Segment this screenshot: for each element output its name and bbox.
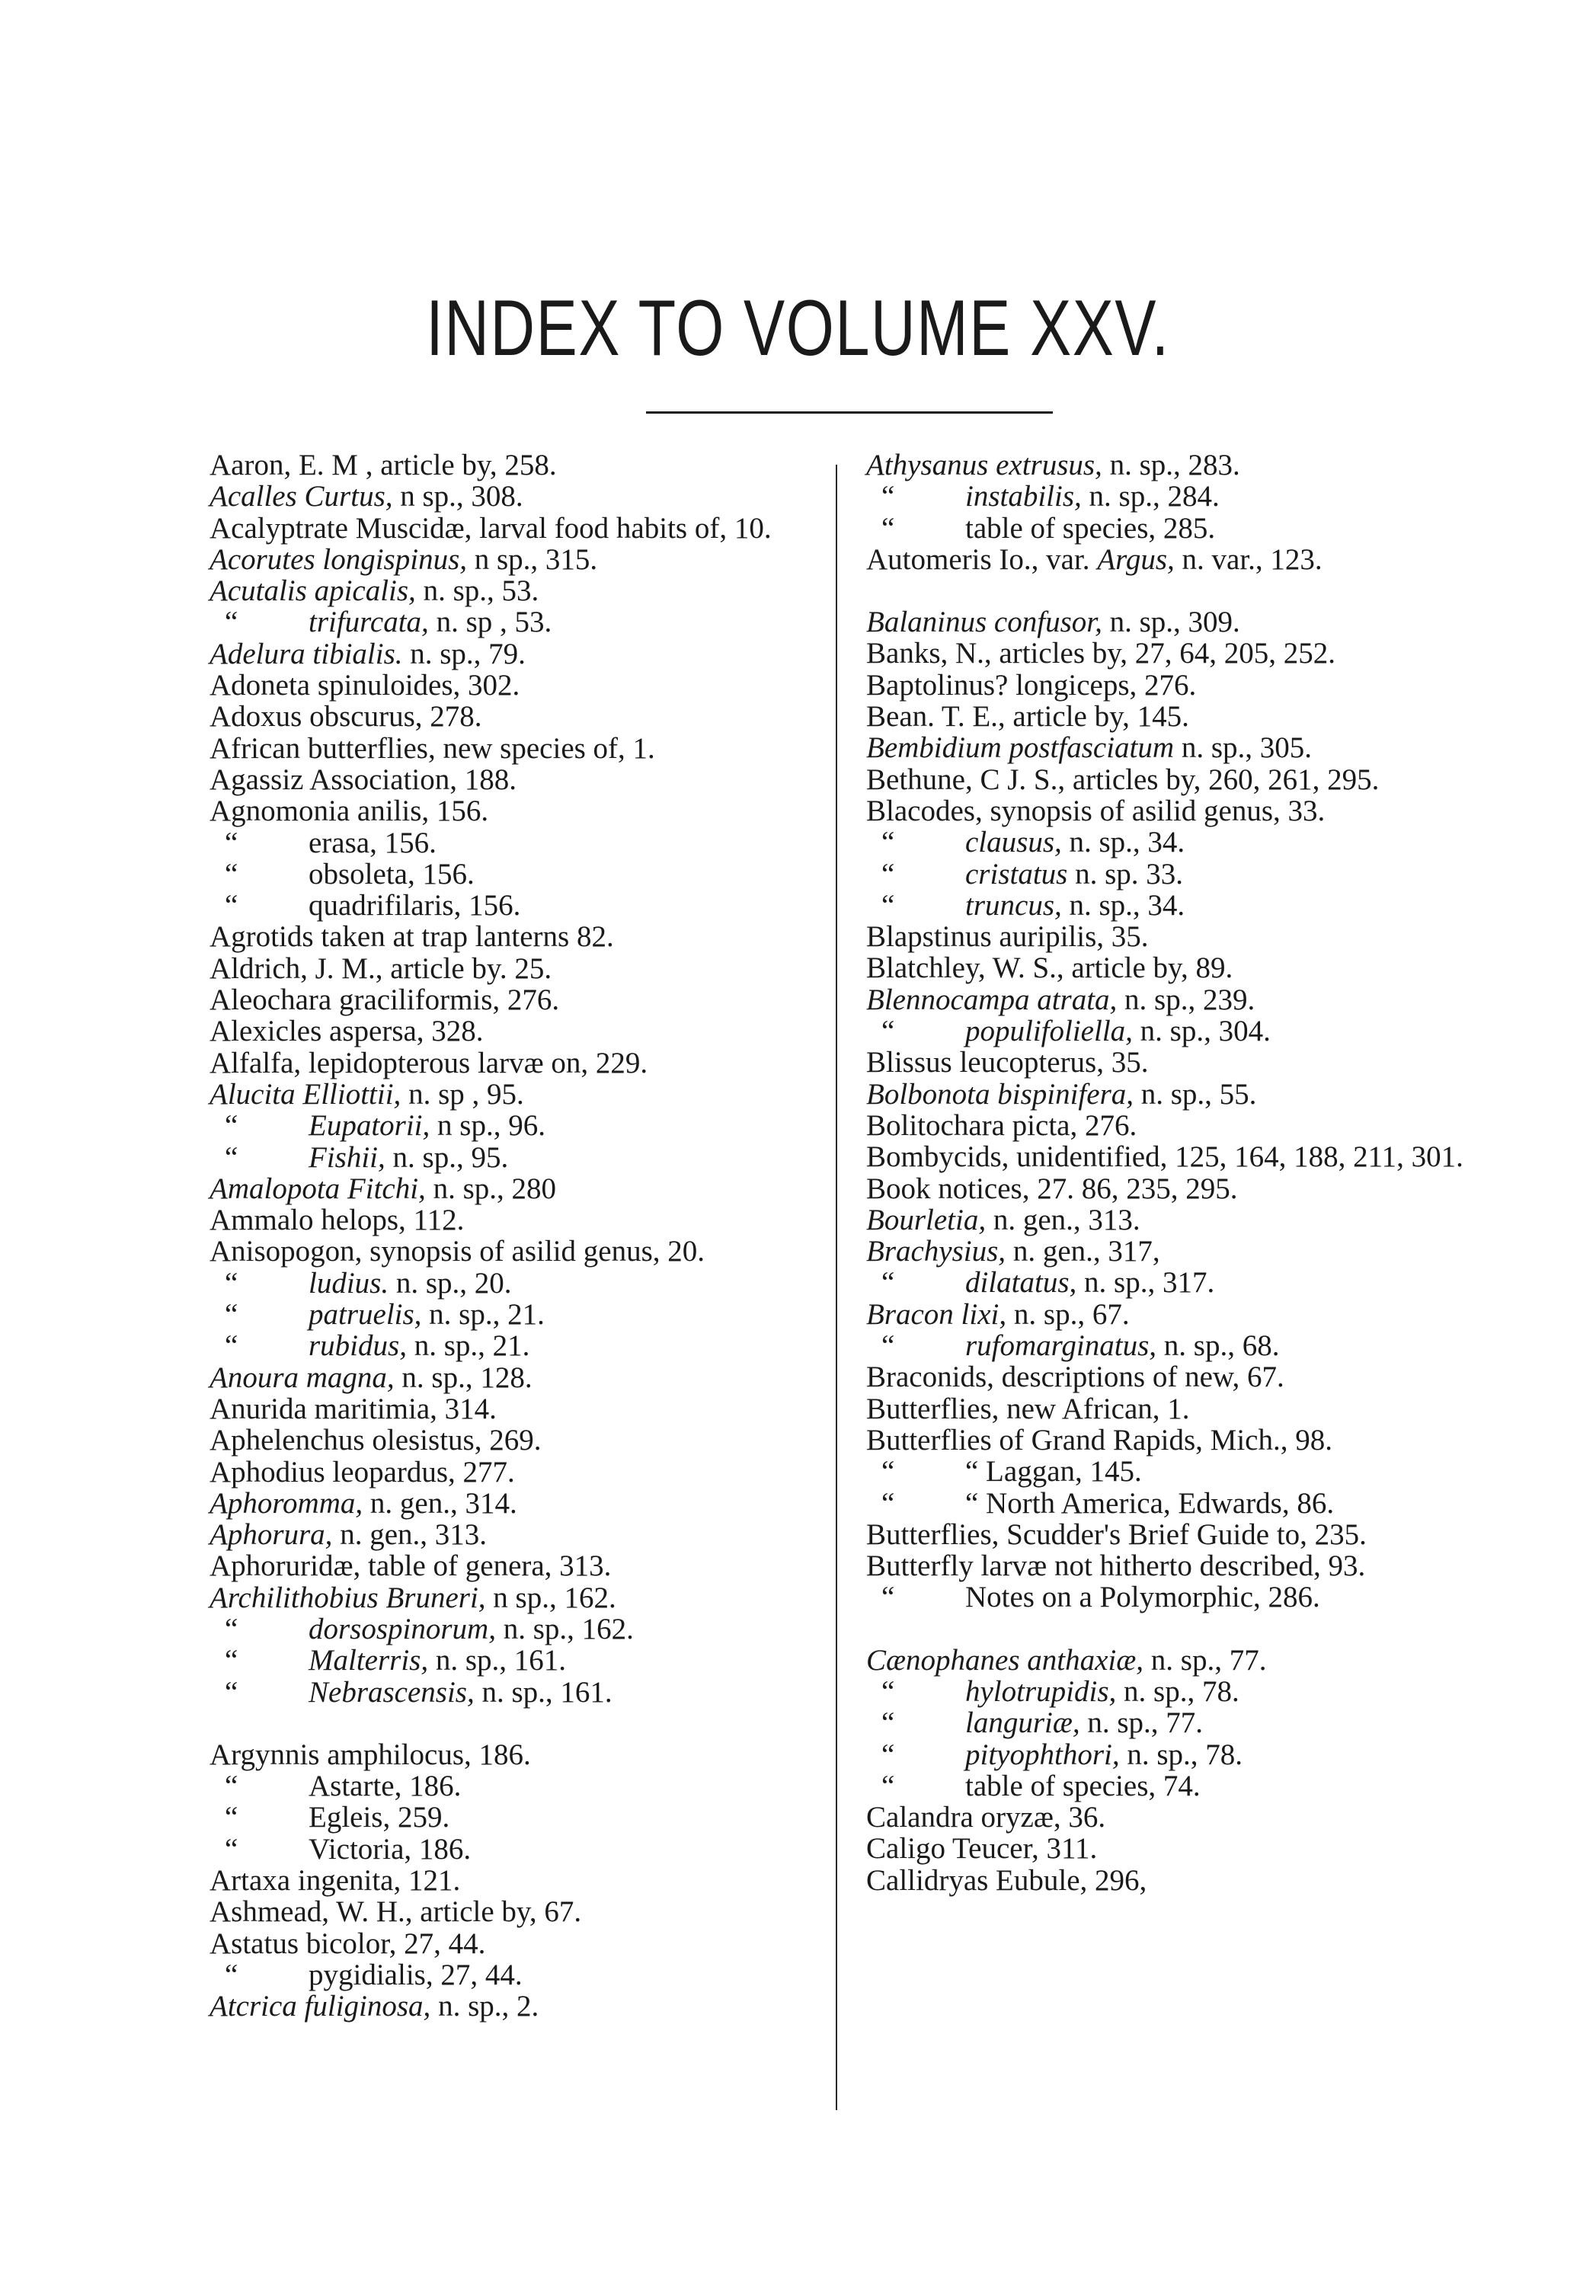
entry-text: Alexicles aspersa, 328. — [209, 1015, 484, 1048]
entry-text: n. gen., 314. — [363, 1486, 517, 1520]
index-entry — [209, 764, 842, 795]
ditto-mark: “ — [225, 606, 238, 639]
species-name: Blennocampa atrata, — [866, 983, 1118, 1016]
entry-text: n. sp. 33. — [1067, 857, 1184, 891]
entry-text: Butterflies, Scudder's Brief Guide to, 235. — [866, 1517, 1367, 1551]
species-name: Balaninus confusor, — [866, 606, 1102, 639]
entry-text: n sp., 162. — [485, 1581, 616, 1614]
ditto-mark: “ — [881, 1266, 895, 1300]
index-entry — [866, 638, 1502, 669]
index-entry — [209, 1173, 842, 1204]
index-entry — [866, 1739, 1502, 1770]
entry-text: Anisopogon, synopsis of asilid genus, 20. — [209, 1235, 705, 1268]
index-entry — [209, 1425, 842, 1456]
entry-text: n. sp., 239. — [1117, 983, 1255, 1016]
index-entry — [866, 606, 1502, 638]
index-entry — [209, 1582, 842, 1613]
entry-text: n sp., 96. — [430, 1109, 545, 1143]
species-name: Atcrica fuliginosa, — [209, 1990, 431, 2023]
species-name: rufomarginatus, — [965, 1329, 1157, 1363]
species-name: Argus, — [1097, 542, 1175, 576]
page-title: INDEX TO VOLUME XXV. — [426, 284, 1170, 373]
entry-text: n. sp., 95. — [385, 1140, 509, 1174]
index-entry — [209, 733, 842, 764]
index-entry — [866, 764, 1502, 795]
ditto-mark: “ — [881, 1329, 895, 1363]
index-entry — [209, 606, 842, 638]
entry-text: Calandra oryzæ, 36. — [866, 1801, 1106, 1834]
entry-text: n. sp., 2. — [430, 1990, 539, 2023]
index-entry — [209, 1834, 842, 1865]
entry-text: erasa, 156. — [309, 826, 437, 859]
entry-text: Bethune, C J. S., articles by, 260, 261, 295. — [866, 763, 1380, 796]
entry-text: n. sp , 53. — [428, 606, 552, 639]
index-entry — [209, 670, 842, 701]
index-entry — [209, 1110, 842, 1141]
index-entry — [866, 1488, 1502, 1519]
index-entry — [866, 952, 1502, 983]
index-entry — [209, 449, 842, 481]
entry-text: Aldrich, J. M., article by. 25. — [209, 951, 552, 985]
entry-text: n. sp., 77. — [1143, 1643, 1267, 1677]
species-name: Fishii, — [309, 1140, 385, 1174]
index-entry — [866, 859, 1502, 890]
entry-text: n. sp., 305. — [1174, 731, 1312, 765]
entry-text: obsoleta, 156. — [309, 857, 475, 891]
species-name: rubidus, — [309, 1329, 407, 1363]
entry-text: n. sp., 53. — [415, 574, 539, 608]
entry-text: n. sp., 309. — [1102, 606, 1240, 639]
index-entry — [209, 984, 842, 1015]
species-name: Aphorura, — [209, 1518, 333, 1552]
entry-text: Braconids, descriptions of new, 67. — [866, 1361, 1284, 1394]
entry-text: Aleochara graciliformis, 276. — [209, 983, 560, 1017]
entry-text: Astarte, 186. — [309, 1770, 462, 1803]
ditto-mark: “ — [225, 857, 238, 891]
species-name: Acalles Curtus, — [209, 480, 393, 513]
entry-text: n. sp , 95. — [401, 1077, 524, 1111]
index-entry — [209, 544, 842, 575]
species-name: Bembidium postfasciatum — [866, 731, 1175, 765]
entry-text: Ashmead, W. H., article by, 67. — [209, 1895, 582, 1929]
index-entry — [866, 1425, 1502, 1456]
entry-text: n. sp., 284. — [1081, 480, 1220, 513]
ditto-mark: “ — [225, 1958, 238, 1991]
entry-text: Blacodes, synopsis of asilid genus, 33. — [866, 794, 1326, 827]
index-entry — [209, 1739, 842, 1770]
entry-text: n. sp., 20. — [389, 1266, 512, 1300]
index-entry — [209, 1770, 842, 1802]
index-entry — [209, 513, 842, 544]
species-name: Nebrascensis, — [309, 1675, 475, 1709]
index-entry — [866, 1581, 1502, 1613]
index-entry — [866, 984, 1502, 1015]
ditto-mark: “ — [881, 1455, 895, 1489]
entry-text: n. sp., 304. — [1132, 1015, 1271, 1048]
index-entry — [209, 1393, 842, 1425]
index-entry — [866, 732, 1502, 763]
entry-text: n. sp., 128. — [394, 1361, 533, 1394]
species-name: Athysanus extrusus, — [866, 449, 1102, 481]
index-entry — [209, 1015, 842, 1047]
index-entry — [209, 859, 842, 890]
entry-text: Anurida maritimia, 314. — [209, 1392, 497, 1425]
index-entry — [866, 1173, 1502, 1204]
species-name: Acorutes longispinus, — [209, 542, 467, 576]
entry-text: Egleis, 259. — [309, 1801, 450, 1834]
ditto-mark: “ — [881, 1674, 895, 1708]
index-entry — [866, 795, 1502, 827]
index-entry — [209, 1519, 842, 1550]
index-entry — [209, 1613, 842, 1645]
entry-text: n sp., 308. — [392, 480, 523, 513]
entry-text: Blatchley, W. S., article by, 89. — [866, 951, 1233, 985]
species-name: Anoura magna, — [209, 1361, 395, 1394]
entry-text: n. var., 123. — [1174, 542, 1323, 576]
entry-text: Argynnis amphilocus, 186. — [209, 1738, 531, 1771]
entry-text: Bean. T. E., article by, 145. — [866, 700, 1189, 734]
ditto-mark: “ — [225, 1298, 238, 1332]
index-entry — [866, 449, 1502, 481]
index-entry — [209, 1488, 842, 1519]
index-entry — [866, 701, 1502, 732]
index-entry — [209, 1142, 842, 1173]
entry-text: n. sp., 78. — [1119, 1738, 1243, 1771]
ditto-mark: “ — [225, 1832, 238, 1866]
entry-text: Bolitochara picta, 276. — [866, 1108, 1137, 1142]
index-entry — [866, 670, 1502, 701]
ditto-mark: “ — [881, 511, 895, 545]
index-entry — [209, 1959, 842, 1991]
ditto-mark: “ — [881, 1769, 895, 1802]
species-name: truncus, — [965, 888, 1062, 922]
entry-text: Acalyptrate Muscidæ, larval food habits of, 10. — [209, 511, 772, 545]
index-entry — [866, 1047, 1502, 1078]
index-entry — [866, 890, 1502, 921]
index-entry — [209, 827, 842, 859]
ditto-mark: “ — [225, 1801, 238, 1834]
index-entry — [209, 638, 842, 670]
index-entry — [209, 795, 842, 827]
entry-text: table of species, 285. — [965, 511, 1216, 545]
entry-text: n. sp., 34. — [1061, 888, 1185, 922]
index-entry — [209, 1928, 842, 1959]
index-entry — [209, 921, 842, 952]
index-entry — [209, 481, 842, 512]
ditto-mark: “ — [881, 1015, 895, 1048]
entry-text: Aphodius leopardus, 277. — [209, 1455, 515, 1489]
entry-text: n. gen., 317, — [1006, 1235, 1160, 1268]
species-name: cristatus — [965, 857, 1068, 891]
entry-text: pygidialis, 27, 44. — [309, 1958, 523, 1991]
entry-text: Agassiz Association, 188. — [209, 763, 517, 796]
ditto-mark: “ — [881, 1738, 895, 1771]
entry-text: Butterfly larvæ not hitherto described, 93. — [866, 1549, 1366, 1583]
index-entry — [209, 1079, 842, 1110]
species-name: Archilithobius Bruneri, — [209, 1581, 486, 1614]
species-name: Amalopota Fitchi, — [209, 1172, 426, 1205]
entry-text: Agnomonia anilis, 156. — [209, 795, 489, 828]
index-column-right — [866, 449, 1502, 1896]
species-name: clausus, — [965, 826, 1062, 859]
entry-text: Caligo Teucer, 311. — [866, 1832, 1098, 1866]
species-name: patruelis, — [309, 1298, 422, 1332]
ditto-mark: “ — [225, 1770, 238, 1803]
species-name: Adelura tibialis. — [209, 637, 403, 670]
index-entry — [866, 1393, 1502, 1425]
index-entry — [209, 1299, 842, 1330]
entry-text: n. sp., 280 — [425, 1172, 556, 1205]
entry-text: Blapstinus auripilis, 35. — [866, 920, 1149, 954]
index-entry — [866, 1676, 1502, 1707]
index-entry — [209, 1047, 842, 1079]
entry-text: “ North America, Edwards, 86. — [965, 1486, 1335, 1520]
species-name: instabilis, — [965, 480, 1082, 513]
index-entry — [866, 1645, 1502, 1676]
entry-text: n. sp., 79. — [402, 637, 526, 670]
entry-text: Victoria, 186. — [309, 1832, 472, 1866]
index-entry — [866, 1015, 1502, 1047]
index-entry — [209, 953, 842, 984]
entry-text: Bombycids, unidentified, 125, 164, 188, 211, 301. — [866, 1140, 1463, 1174]
index-entry — [209, 1896, 842, 1927]
entry-text: Adoneta spinuloides, 302. — [209, 669, 520, 702]
entry-text: Agrotids taken at trap lanterns 82. — [209, 920, 614, 954]
ditto-mark: “ — [225, 1644, 238, 1677]
entry-text: n. sp., 161. — [428, 1644, 567, 1677]
index-entry — [866, 1079, 1502, 1110]
index-entry — [209, 701, 842, 732]
entry-text: n. sp., 161. — [474, 1675, 612, 1709]
column-divider — [836, 465, 837, 2110]
index-entry — [866, 1204, 1502, 1236]
ditto-mark: “ — [225, 1109, 238, 1143]
entry-text: n. sp., 68. — [1156, 1329, 1280, 1363]
index-entry — [209, 1991, 842, 2022]
ditto-mark: “ — [881, 826, 895, 859]
index-column-left — [209, 449, 842, 2023]
entry-text: n. sp., 283. — [1102, 449, 1240, 481]
index-entry — [866, 481, 1502, 512]
entry-text: Aphelenchus olesistus, 269. — [209, 1424, 542, 1457]
title-rule — [646, 411, 1053, 414]
index-entry — [866, 544, 1502, 575]
ditto-mark: “ — [881, 480, 895, 513]
ditto-mark: “ — [225, 1140, 238, 1174]
index-entry — [866, 1456, 1502, 1487]
species-name: hylotrupidis, — [965, 1674, 1117, 1708]
species-name: Cænophanes anthaxiæ, — [866, 1643, 1144, 1677]
species-name: pityophthori, — [965, 1738, 1120, 1771]
index-entry — [209, 1330, 842, 1361]
index-entry — [209, 1268, 842, 1299]
entry-text: n. sp., 55. — [1134, 1077, 1257, 1111]
entry-text: Aaron, E. M , article by, 258. — [209, 449, 557, 481]
entry-text: Astatus bicolor, 27, 44. — [209, 1927, 486, 1960]
index-entry — [866, 1361, 1502, 1393]
index-entry — [209, 1677, 842, 1708]
species-name: dilatatus, — [965, 1266, 1077, 1300]
ditto-mark: “ — [225, 1612, 238, 1645]
entry-text: n. sp., 78. — [1116, 1674, 1239, 1708]
index-entry — [866, 1519, 1502, 1550]
entry-text: Callidryas Eubule, 296, — [866, 1863, 1147, 1897]
index-entry — [209, 1457, 842, 1488]
index-entry — [866, 1267, 1502, 1298]
ditto-mark: “ — [881, 1706, 895, 1740]
ditto-mark: “ — [881, 888, 895, 922]
entry-text: Adoxus obscurus, 278. — [209, 700, 482, 734]
entry-text: n. sp., 162. — [495, 1612, 634, 1645]
index-entry — [866, 1330, 1502, 1361]
index-entry — [866, 513, 1502, 544]
index-entry — [209, 575, 842, 606]
index-entry — [209, 1362, 842, 1393]
entry-text: n. sp., 67. — [1006, 1297, 1130, 1331]
index-entry — [209, 1236, 842, 1267]
entry-text: quadrifilaris, 156. — [309, 889, 521, 923]
species-name: Bracon lixi, — [866, 1297, 1007, 1331]
index-entry — [866, 1236, 1502, 1267]
ditto-mark: “ — [225, 889, 238, 923]
index-entry — [209, 1204, 842, 1236]
index-entry — [209, 890, 842, 921]
species-name: Malterris, — [309, 1644, 429, 1677]
index-entry — [866, 1707, 1502, 1738]
entry-text: Book notices, 27. 86, 235, 295. — [866, 1172, 1238, 1205]
index-entry — [866, 1141, 1502, 1172]
entry-text: “ Laggan, 145. — [965, 1455, 1142, 1489]
species-name: Bolbonota bispinifera, — [866, 1077, 1134, 1111]
entry-text: Aphoruridæ, table of genera, 313. — [209, 1549, 612, 1583]
index-entry — [866, 1110, 1502, 1141]
entry-text: n. sp., 21. — [406, 1329, 530, 1363]
species-name: ludius. — [309, 1266, 389, 1300]
ditto-mark: “ — [881, 857, 895, 891]
species-name: Alucita Elliottii, — [209, 1077, 401, 1111]
entry-text: Ammalo helops, 112. — [209, 1204, 465, 1237]
species-name: Acutalis apicalis, — [209, 574, 416, 608]
index-entry — [209, 1802, 842, 1833]
entry-text: Butterflies of Grand Rapids, Mich., 98. — [866, 1423, 1332, 1457]
index-entry — [209, 1645, 842, 1676]
species-name: trifurcata, — [309, 606, 429, 639]
entry-text: n. sp., 21. — [421, 1298, 545, 1332]
index-entry — [209, 1865, 842, 1896]
entry-text: Automeris Io., var. — [866, 542, 1098, 576]
index-entry — [866, 1299, 1502, 1330]
entry-text: n. gen., 313. — [986, 1203, 1140, 1236]
entry-text: Baptolinus? longiceps, 276. — [866, 668, 1197, 702]
species-name: Eupatorii, — [309, 1109, 430, 1143]
index-entry — [866, 1833, 1502, 1864]
species-name: Brachysius, — [866, 1235, 1006, 1268]
entry-text: table of species, 74. — [965, 1769, 1201, 1802]
entry-text: Banks, N., articles by, 27, 64, 205, 252. — [866, 637, 1335, 670]
species-name: Aphoromma, — [209, 1486, 363, 1520]
ditto-mark: “ — [225, 1675, 238, 1709]
entry-text: n. gen., 313. — [332, 1518, 487, 1552]
entry-text: Alfalfa, lepidopterous larvæ on, 229. — [209, 1046, 648, 1079]
ditto-mark: “ — [881, 1581, 895, 1614]
index-entry — [866, 921, 1502, 952]
ditto-mark: “ — [225, 1329, 238, 1363]
ditto-mark: “ — [881, 1486, 895, 1520]
species-name: Bourletia, — [866, 1203, 987, 1236]
species-name: languriæ, — [965, 1706, 1080, 1740]
index-entry — [866, 1802, 1502, 1833]
entry-text: n. sp., 317. — [1076, 1266, 1215, 1300]
species-name: populifoliella, — [965, 1015, 1133, 1048]
entry-text: n sp., 315. — [467, 542, 598, 576]
entry-text: Butterflies, new African, 1. — [866, 1392, 1190, 1425]
index-entry — [209, 1550, 842, 1581]
entry-text: African butterflies, new species of, 1. — [209, 731, 655, 765]
ditto-mark: “ — [225, 1266, 238, 1300]
index-entry — [866, 827, 1502, 858]
ditto-mark: “ — [225, 826, 238, 859]
entry-text: n. sp., 34. — [1061, 826, 1185, 859]
entry-text: n. sp., 77. — [1079, 1706, 1204, 1740]
index-entry — [866, 1550, 1502, 1581]
entry-text: Artaxa ingenita, 121. — [209, 1864, 461, 1898]
index-entry — [866, 1770, 1502, 1802]
index-entry — [866, 1865, 1502, 1896]
species-name: dorsospinorum, — [309, 1612, 496, 1645]
entry-text: Blissus leucopterus, 35. — [866, 1046, 1149, 1079]
entry-text: Notes on a Polymorphic, 286. — [965, 1581, 1320, 1614]
